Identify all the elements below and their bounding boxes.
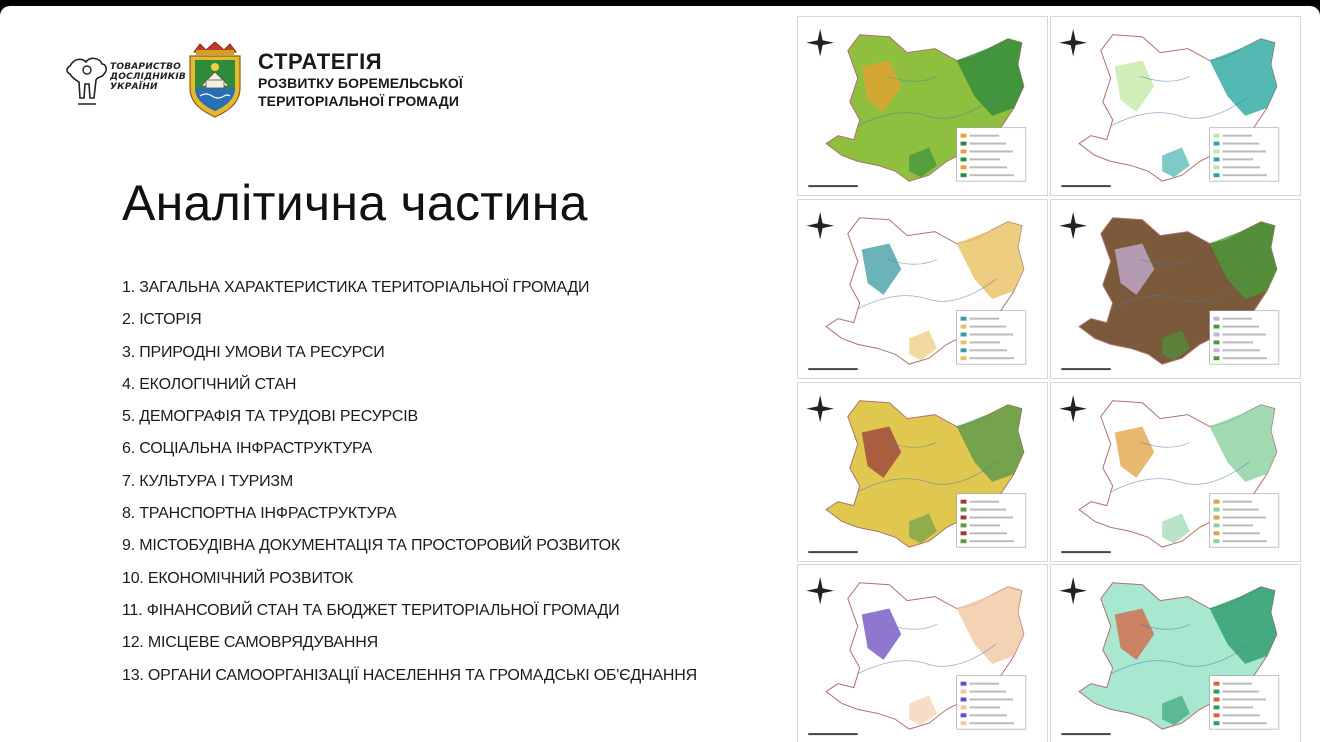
soils-map-thumbnail bbox=[1050, 199, 1301, 379]
scale-bar bbox=[808, 733, 857, 735]
forests-map bbox=[1051, 565, 1300, 742]
compass-icon bbox=[806, 29, 834, 57]
hydrology-map-thumbnail bbox=[1050, 16, 1301, 196]
maps-grid bbox=[797, 8, 1303, 742]
hydrology-map bbox=[1051, 17, 1300, 195]
toc-item: 10. ЕКОНОМІЧНИЙ РОЗВИТОК bbox=[122, 569, 354, 587]
protected-areas-map-thumbnail bbox=[1050, 382, 1301, 562]
toc-item: 9. МІСТОБУДІВНА ДОКУМЕНТАЦІЯ ТА ПРОСТОРОВИЙ РОЗВИТОК bbox=[122, 537, 621, 555]
relief-map-thumbnail bbox=[797, 16, 1048, 196]
explorer-silhouette-icon bbox=[64, 52, 110, 108]
toc-item: 12. МІСЦЕВЕ САМОВРЯДУВАННЯ bbox=[122, 634, 378, 652]
compass-icon bbox=[806, 212, 834, 240]
compass-icon bbox=[1059, 212, 1087, 240]
demography-map-thumbnail bbox=[797, 564, 1048, 742]
scale-bar bbox=[808, 185, 857, 187]
toc-item: 13. ОРГАНИ САМООРГАНІЗАЦІЇ НАСЕЛЕННЯ ТА ГРОМАДСЬКІ ОБ'ЄДНАННЯ bbox=[122, 666, 697, 684]
society-logo-text bbox=[110, 62, 186, 92]
table-of-contents bbox=[122, 272, 697, 692]
scale-bar bbox=[808, 551, 857, 553]
strategy-subtitle-line: ТЕРИТОРІАЛЬНОЇ ГРОМАДИ bbox=[258, 93, 460, 109]
society-logo-line: ДОСЛІДНИКІВ bbox=[110, 72, 186, 82]
strategy-subtitle-line: РОЗВИТКУ БОРЕМЕЛЬСЬКОЇ bbox=[258, 75, 463, 91]
toc-item: 3. ПРИРОДНІ УМОВИ ТА РЕСУРСИ bbox=[122, 343, 385, 361]
toc-item: 1. ЗАГАЛЬНА ХАРАКТЕРИСТИКА ТЕРИТОРІАЛЬНОЇ ГРОМАДИ bbox=[122, 279, 590, 296]
toc-item: 7. КУЛЬТУРА І ТУРИЗМ bbox=[122, 472, 293, 490]
compass-icon bbox=[1059, 29, 1087, 57]
toc-item: 2. ІСТОРІЯ bbox=[122, 311, 202, 329]
scale-bar bbox=[808, 368, 857, 370]
toc-item: 11. ФІНАНСОВИЙ СТАН ТА БЮДЖЕТ ТЕРИТОРІАЛЬНОЇ ГРОМАДИ bbox=[122, 601, 620, 619]
strategy-title: СТРАТЕГІЯ bbox=[258, 49, 383, 74]
society-logo-line: ТОВАРИСТВО bbox=[110, 62, 181, 72]
soils-map bbox=[1051, 200, 1300, 378]
toc-item: 5. ДЕМОГРАФІЯ ТА ТРУДОВІ РЕСУРСІВ bbox=[122, 408, 418, 426]
society-logo bbox=[64, 50, 186, 110]
toc-item: 8. ТРАНСПОРТНА ІНФРАСТРУКТУРА bbox=[122, 505, 397, 523]
minerals-map-thumbnail bbox=[797, 199, 1048, 379]
header bbox=[64, 40, 463, 120]
strategy-title-block bbox=[258, 50, 463, 110]
page-title: Аналітична частина bbox=[122, 175, 588, 231]
relief-map bbox=[798, 17, 1047, 195]
protected-areas-map bbox=[1051, 383, 1300, 561]
forests-map-thumbnail bbox=[1050, 564, 1301, 742]
slide bbox=[0, 6, 1320, 742]
demography-map bbox=[798, 565, 1047, 742]
society-logo-line: УКРАЇНИ bbox=[110, 82, 158, 92]
compass-icon bbox=[1059, 395, 1087, 423]
scale-bar bbox=[1061, 551, 1110, 553]
scale-bar bbox=[1061, 368, 1110, 370]
scale-bar bbox=[1061, 733, 1110, 735]
compass-icon bbox=[806, 577, 834, 605]
toc-item: 6. СОЦІАЛЬНА ІНФРАСТРУКТУРА bbox=[122, 440, 372, 458]
toc-item: 4. ЕКОЛОГІЧНИЙ СТАН bbox=[122, 375, 297, 393]
community-crest-icon bbox=[186, 42, 244, 118]
scale-bar bbox=[1061, 185, 1110, 187]
compass-icon bbox=[806, 395, 834, 423]
compass-icon bbox=[1059, 577, 1087, 605]
landuse-map-thumbnail bbox=[797, 382, 1048, 562]
minerals-map bbox=[798, 200, 1047, 378]
landuse-map bbox=[798, 383, 1047, 561]
